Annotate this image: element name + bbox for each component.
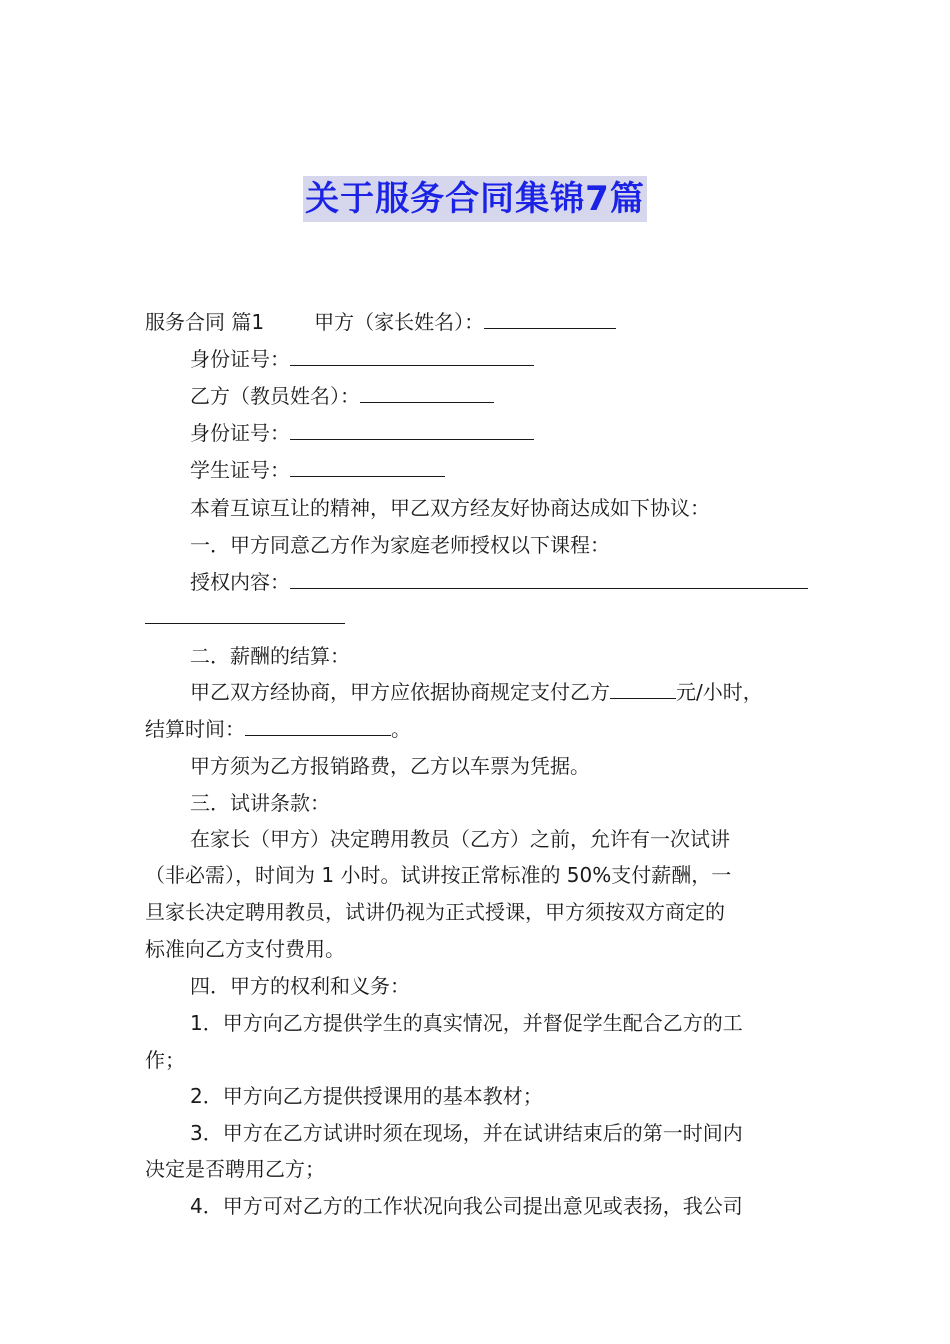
document-title: 关于服务合同集锦7篇: [303, 176, 647, 222]
paragraph-line: 甲方须为乙方报销路费，乙方以车票为凭据。: [190, 754, 590, 778]
paragraph-line: 本着互谅互让的精神，甲乙双方经友好协商达成如下协议：: [190, 496, 710, 520]
student-id-blank: [290, 456, 445, 477]
settlement-line: [145, 715, 411, 743]
paragraph-line: 2．甲方向乙方提供授课用的基本教材；: [190, 1084, 543, 1108]
party-b-label: 乙方（教员姓名）：: [190, 384, 360, 408]
id-number-line-a: [190, 345, 534, 373]
authorization-label: 授权内容：: [190, 570, 290, 594]
authorization-blank-cont: [145, 603, 345, 624]
id-number-line-b: [190, 419, 534, 447]
settlement-end: 。: [391, 717, 411, 741]
settlement-label: 结算时间：: [145, 717, 245, 741]
rate-text: 甲乙双方经协商，甲方应依据协商规定支付乙方: [190, 680, 610, 704]
section-heading: 一．甲方同意乙方作为家庭老师授权以下课程：: [190, 533, 610, 557]
contract-heading: 服务合同 篇1: [145, 310, 265, 334]
paragraph-line: 决定是否聘用乙方；: [145, 1157, 325, 1181]
rate-line: [190, 678, 763, 706]
student-id-label: 学生证号：: [190, 458, 290, 482]
rate-unit: 元/小时，: [676, 680, 763, 704]
id-number-label: 身份证号：: [190, 421, 290, 445]
authorization-blank: [290, 568, 808, 589]
authorization-line-cont: [145, 603, 345, 631]
student-id-line: [190, 456, 445, 484]
party-b-blank: [360, 382, 494, 403]
title-container: [0, 176, 950, 222]
paragraph-line: 作；: [145, 1048, 185, 1072]
paragraph-line: 标准向乙方支付费用。: [145, 937, 345, 961]
party-b-line: [190, 382, 494, 410]
id-number-blank: [290, 345, 534, 366]
settlement-blank: [245, 715, 391, 736]
party-a-blank: [484, 308, 616, 329]
section-heading: 二．薪酬的结算：: [190, 644, 350, 668]
party-a-label: 甲方（家长姓名）：: [314, 310, 485, 334]
section-heading: 三．试讲条款：: [190, 791, 330, 815]
header-line: [145, 308, 616, 336]
id-number-blank: [290, 419, 534, 440]
paragraph-line: 旦家长决定聘用教员，试讲仍视为正式授课，甲方须按双方商定的: [145, 900, 725, 924]
id-number-label: 身份证号：: [190, 347, 290, 371]
paragraph-line: 3．甲方在乙方试讲时须在现场，并在试讲结束后的第一时间内: [190, 1121, 743, 1145]
paragraph-line: （非必需），时间为 1 小时。试讲按正常标准的 50%支付薪酬，一: [145, 863, 732, 887]
authorization-line: [190, 568, 808, 596]
paragraph-line: 在家长（甲方）决定聘用教员（乙方）之前，允许有一次试讲: [190, 827, 730, 851]
rate-blank: [610, 678, 676, 699]
paragraph-line: 4．甲方可对乙方的工作状况向我公司提出意见或表扬，我公司: [190, 1194, 743, 1218]
paragraph-line: 1．甲方向乙方提供学生的真实情况，并督促学生配合乙方的工: [190, 1011, 743, 1035]
section-heading: 四．甲方的权利和义务：: [190, 974, 410, 998]
